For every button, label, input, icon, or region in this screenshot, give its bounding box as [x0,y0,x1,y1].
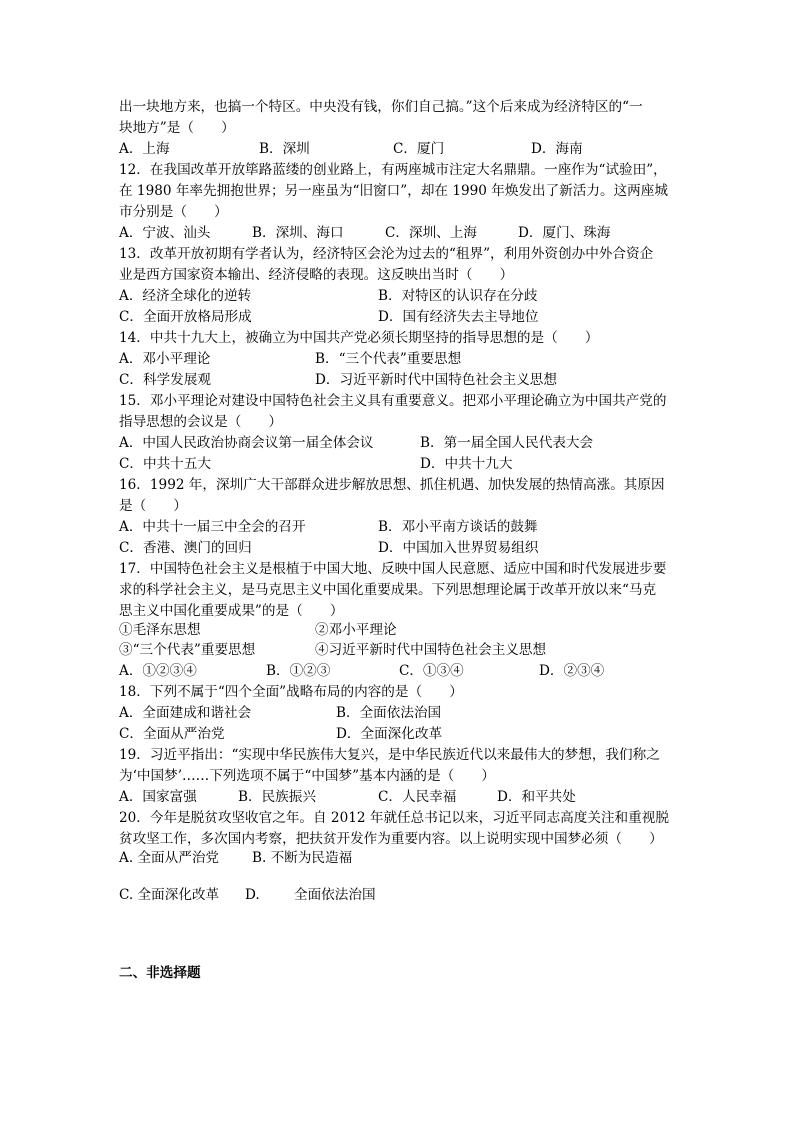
q19-stem-line-1: 19．习近平指出：“实现中华民族伟大复兴，是中华民族近代以来最伟大的梦想，我们称之 [119,747,660,763]
q18-option-b: B．全面依法治国 [336,705,442,721]
q15-stem-line-1: 15．邓小平理论对建设中国特色社会主义具有重要意义。把邓小平理论确立为中国共产党的 [119,393,667,409]
q19-option-a: A．国家富强 [119,789,197,805]
q20-option-c: C. 全面深化改革 [119,887,220,903]
q12-stem-line-2: 在 1980 年率先拥抱世界；另一座虽为“旧窗口”，却在 1990 年焕发出了新活力。这两座城 [119,183,668,199]
q17-stem-line-2: 求的科学社会主义，是马克思主义中国化重要成果。下列思想理论属于改革开放以来“马克 [119,582,657,598]
q14-option-a: A．邓小平理论 [119,351,211,367]
q17-stem-line-3: 思主义中国化重要成果”的是（ ） [119,603,344,619]
q15-option-b: B．第一届全国人民代表大会 [420,435,594,451]
q15-option-d: D．中共十九大 [420,456,513,472]
q20-stem-line-1: 20．今年是脱贫攻坚收官之年。自 2012 年就任总书记以来，习近平同志高度关注和重视脱 [119,810,669,826]
q17-item-1: ①毛泽东思想 [119,622,201,638]
q19-option-c: C．人民幸福 [378,789,457,805]
q15-option-a: A．中国人民政治协商会议第一届全体会议 [119,435,374,451]
q13-option-c: C．全面开放格局形成 [119,309,252,325]
q17-option-c: C．①③④ [399,663,464,679]
q19-option-b: B．民族振兴 [238,789,316,805]
q11-option-c: C．厦门 [393,141,445,157]
q11-option-d: D．海南 [531,141,583,157]
q19-option-d: D．和平共处 [497,789,576,805]
q13-option-d: D．国有经济失去主导地位 [378,309,539,325]
section-heading-non-choice: 二、非选择题 [119,965,201,981]
q16-stem-line-2: 是（ ） [119,498,187,514]
q16-stem-line-1: 16．1992 年，深圳广大干部群众进步解放思想、抓住机遇、加快发展的热情高涨。其原因 [119,477,665,493]
q14-option-b: B．“三个代表”重要思想 [315,351,462,367]
q13-option-a: A．经济全球化的逆转 [119,288,252,304]
q11-stem-line-1: 出一块地方来，也搞一个特区。中央没有钱，你们自己搞。”这个后来成为经济特区的“一 [119,99,643,115]
q11-stem-line-2: 块地方”是（ ） [119,120,235,136]
q18-option-d: D．全面深化改革 [336,726,443,742]
q17-item-2: ②邓小平理论 [315,622,397,638]
q17-stem-line-1: 17．中国特色社会主义是根植于中国大地、反映中国人民意愿、适应中国和时代发展进步要 [119,561,667,577]
q17-item-4: ④习近平新时代中国特色社会主义思想 [315,642,547,658]
q20-option-a: A. 全面从严治党 [119,850,220,866]
q13-stem-line-2: 业是西方国家资本输出、经济侵略的表现。这反映出当时（ ） [119,267,514,283]
q17-option-a: A．①②③④ [119,663,197,679]
q13-option-b: B．对特区的认识存在分歧 [378,288,538,304]
q15-stem-line-2: 指导思想的会议是（ ） [119,414,283,430]
q12-stem-line-1: 12．在我国改革开放筚路蓝缕的创业路上，有两座城市注定大名鼎鼎。一座作为“试验田”， [119,162,667,178]
q16-option-b: B．邓小平南方谈话的鼓舞 [378,519,538,535]
q12-option-c: C．深圳、上海 [385,225,477,241]
q20-option-d-text: 全面依法治国 [294,887,376,903]
q20-option-b: B. 不断为民造福 [252,850,353,866]
q13-stem-line-1: 13．改革开放初期有学者认为，经济特区会沦为过去的“租界”，利用外资创办中外合资企 [119,246,654,262]
q11-option-b: B．深圳 [259,141,310,157]
q16-option-d: D．中国加入世界贸易组织 [378,540,539,556]
q17-option-d: D．②③④ [539,663,605,679]
q19-stem-line-2: 为‘中国梦’……下列选项不属于“中国梦”基本内涵的是（ ） [119,768,495,784]
q12-option-b: B．深圳、海口 [252,225,344,241]
q17-option-b: B．①②③ [266,663,331,679]
q11-option-a: A．上海 [119,141,170,157]
q18-option-a: A．全面建成和谐社会 [119,705,252,721]
q17-item-3: ③“三个代表”重要思想 [119,642,256,658]
q14-option-c: C．科学发展观 [119,372,211,388]
q18-option-c: C．全面从严治党 [119,726,225,742]
q16-option-c: C．香港、澳门的回归 [119,540,252,556]
q16-option-a: A．中共十一届三中全会的召开 [119,519,306,535]
q20-stem-line-2: 贫攻坚工作，多次国内考察，把扶贫开发作为重要内容。以上说明实现中国梦必须（ ） [119,831,663,847]
q18-stem-line-1: 18．下列不属于“四个全面”战略布局的内容的是（ ） [119,684,463,700]
q20-option-d-letter: D. [245,887,260,903]
q12-option-a: A．宁波、汕头 [119,225,211,241]
q14-stem-line-1: 14．中共十九大上，被确立为中国共产党必须长期坚持的指导思想的是（ ） [119,330,599,346]
q12-option-d: D．厦门、珠海 [518,225,611,241]
q12-stem-line-3: 市分别是（ ） [119,204,228,220]
q15-option-c: C．中共十五大 [119,456,211,472]
q14-option-d: D．习近平新时代中国特色社会主义思想 [315,372,557,388]
